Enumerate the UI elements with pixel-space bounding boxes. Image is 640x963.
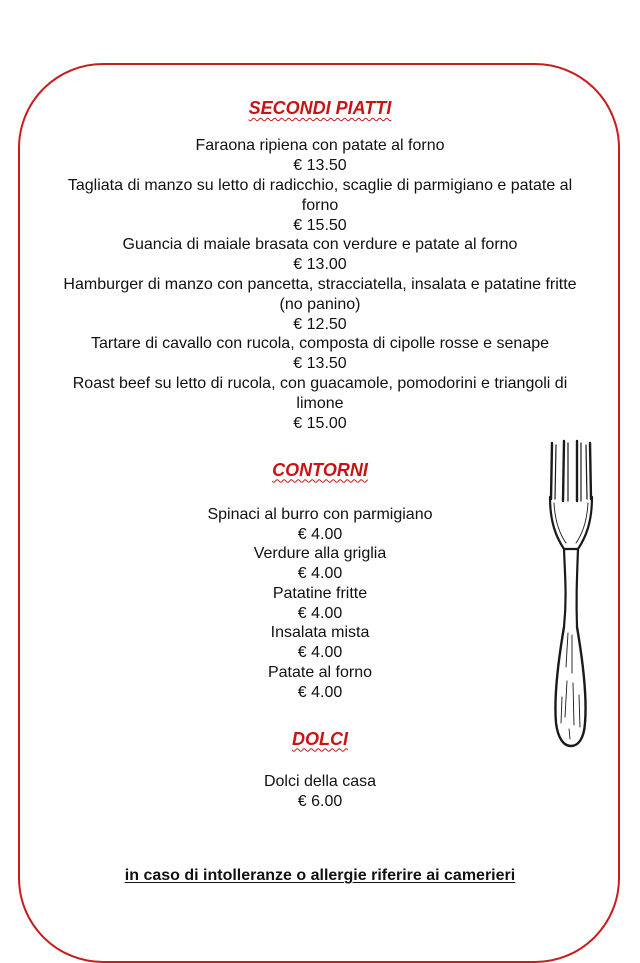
dish-item: [0, 663, 640, 703]
dish-name: Patatine fritte: [272, 584, 368, 602]
allergy-notice-text: in caso di intolleranze o allergie riferire ai camerieri: [124, 867, 516, 885]
dish-price: € 13.50: [293, 157, 347, 174]
section-title: SECONDI PIATTI: [248, 98, 392, 118]
dish-name: Faraona ripiena con patate al forno: [195, 137, 445, 154]
dish-item: [0, 334, 640, 374]
dish-item: [0, 176, 640, 236]
dish-item: [0, 584, 640, 624]
dish-item: [0, 374, 640, 434]
dish-name: Hamburger di manzo con pancetta, stracciatella, insalata e patatine fritte (no panino): [63, 275, 577, 313]
section-title: DOLCI: [292, 728, 348, 749]
dish-price: € 4.00: [297, 683, 343, 701]
dish-price: € 6.00: [297, 792, 343, 810]
dish-price: € 13.00: [293, 256, 347, 274]
dish-price: € 4.00: [297, 565, 343, 583]
dish-list: [0, 772, 640, 812]
section-secondi-piatti: [0, 96, 640, 434]
dish-item: [0, 235, 640, 275]
section-dolci: [0, 727, 640, 812]
dish-price: € 15.00: [293, 414, 347, 432]
dish-list: [0, 505, 640, 703]
dish-name: Verdure alla griglia: [253, 545, 387, 563]
dish-item: [0, 623, 640, 663]
dish-name: Roast beef su letto di rucola, con guacamole, pomodorini e triangoli di limone: [72, 374, 568, 412]
dish-name: Guancia di maiale brasata con verdure e patate al forno: [122, 236, 518, 254]
section-contorni: [0, 458, 640, 703]
menu-page: [0, 96, 640, 886]
dish-name: Tartare di cavallo con rucola, composta di cipolle rosse e senape: [90, 335, 550, 353]
fork-icon: [546, 437, 596, 749]
dish-price: € 15.50: [293, 216, 347, 234]
dish-price: € 4.00: [297, 525, 343, 543]
allergy-notice: [0, 866, 640, 886]
dish-item: [0, 275, 640, 335]
dish-price: € 4.00: [297, 604, 343, 622]
dish-price: € 4.00: [297, 644, 343, 662]
dish-item: [0, 136, 640, 176]
dish-name: Patate al forno: [267, 663, 373, 681]
section-title: CONTORNI: [272, 459, 368, 480]
dish-item: [0, 505, 640, 545]
dish-name: Tagliata di manzo su letto di radicchio, scaglie di parmigiano e patate al forno: [67, 176, 573, 214]
dish-price: € 13.50: [293, 355, 347, 373]
dish-item: [0, 544, 640, 584]
dish-price: € 12.50: [293, 315, 347, 333]
dish-name: Dolci della casa: [263, 772, 377, 790]
dish-name: Insalata mista: [270, 624, 370, 642]
dish-list: [0, 136, 640, 434]
dish-item: [0, 772, 640, 812]
dish-name: Spinaci al burro con parmigiano: [207, 505, 433, 523]
